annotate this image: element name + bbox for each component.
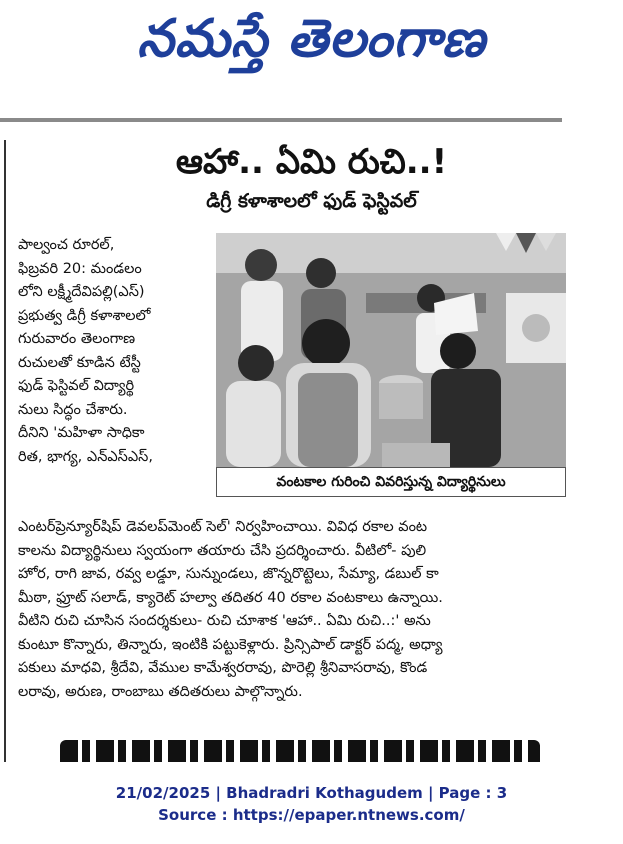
body-line: గురువారం తెలంగాణ	[18, 331, 136, 347]
body-line: దీనిని 'మహిళా సాధికా	[18, 425, 145, 441]
body-line: లోని లక్ష్మీదేవిపల్లి(ఎస్)	[18, 284, 145, 300]
article-body-full-width	[18, 516, 566, 704]
newspaper-title: నమస్తే తెలంగాణ	[137, 9, 486, 69]
body-line: రిత, భాగ్య, ఎన్ఎస్ఎస్,	[18, 448, 153, 465]
masthead	[0, 0, 623, 80]
footer-date-edition-page: 21/02/2025 | Bhadradri Kothagudem | Page : 3	[115, 784, 508, 802]
body-line: నులు సిద్ధం చేశారు.	[18, 401, 128, 418]
body-line: హోర, రాగి జావ, రవ్వ లడ్డూ, సున్నుండలు, జొన్నరొట్టెలు, సేమ్యా, డబుల్ కా	[18, 566, 439, 582]
article-headline: ఆహా.. ఏమి రుచి..!	[175, 142, 448, 182]
body-line: ఎంటర్‌ప్రెన్యూర్‌షిప్ డెవలప్‌మెంట్ సెల్' నిర్వహించాయి. వివిధ రకాల వంట	[18, 519, 428, 535]
body-line: కుంటూ కొన్నారు, తిన్నారు, ఇంటికి పట్టుకెళ్లారు. ప్రిన్సిపాల్ డాక్టర్ పద్మ, అధ్యా	[18, 636, 443, 653]
body-line: రుచులతో కూడిన టేస్టీ	[18, 354, 141, 371]
food-festival-photo-illustration	[216, 233, 566, 467]
body-line: పకులు మాధవి, శ్రీదేవి, వేముల కామేశ్వరరావు, పొరెల్లి శ్రీనివాసరావు, కొండ	[18, 660, 428, 676]
photo-caption: వంటకాల గురించి వివరిస్తున్న విద్యార్థినులు	[216, 467, 566, 497]
article-body-left-column	[18, 234, 208, 469]
body-line: కాలను విద్యార్థినులు స్వయంగా తయారు చేసి ప్రదర్శించారు. వీటిలో- పులి	[18, 542, 427, 559]
body-line: ప్రభుత్వ డిగ్రీ కళాశాలలో	[18, 307, 151, 324]
body-line: పాల్వంచ రూరల్,	[18, 237, 115, 253]
body-line: లరావు, అరుణ, రాంబాబు తదితరులు పాల్గొన్నారు.	[18, 683, 303, 700]
column-divider	[4, 140, 6, 762]
body-line: వీటిని రుచి చూసిన సందర్శకులు- రుచి చూశాక 'ఆహా.. ఏమి రుచి..:' అను	[18, 613, 431, 629]
article-photo	[216, 233, 566, 467]
top-divider	[0, 118, 562, 122]
footer-source: Source : https://epaper.ntnews.com/	[158, 806, 465, 824]
body-line: మీఠా, ఫ్రూట్ సలాడ్, క్యారెట్ హల్వా తదితర 40 రకాల వంటకాలు ఉన్నాయి.	[18, 589, 443, 606]
body-line: ఫుడ్ ఫెస్టివల్ విద్యార్థి	[18, 378, 135, 394]
article-subheadline: డిగ్రీ కళాశాలలో ఫుడ్ ఫెస్టివల్	[206, 190, 417, 212]
next-article-headline-cropped	[60, 740, 540, 762]
body-line: ఫిబ్రవరి 20: మండలం	[18, 260, 142, 277]
